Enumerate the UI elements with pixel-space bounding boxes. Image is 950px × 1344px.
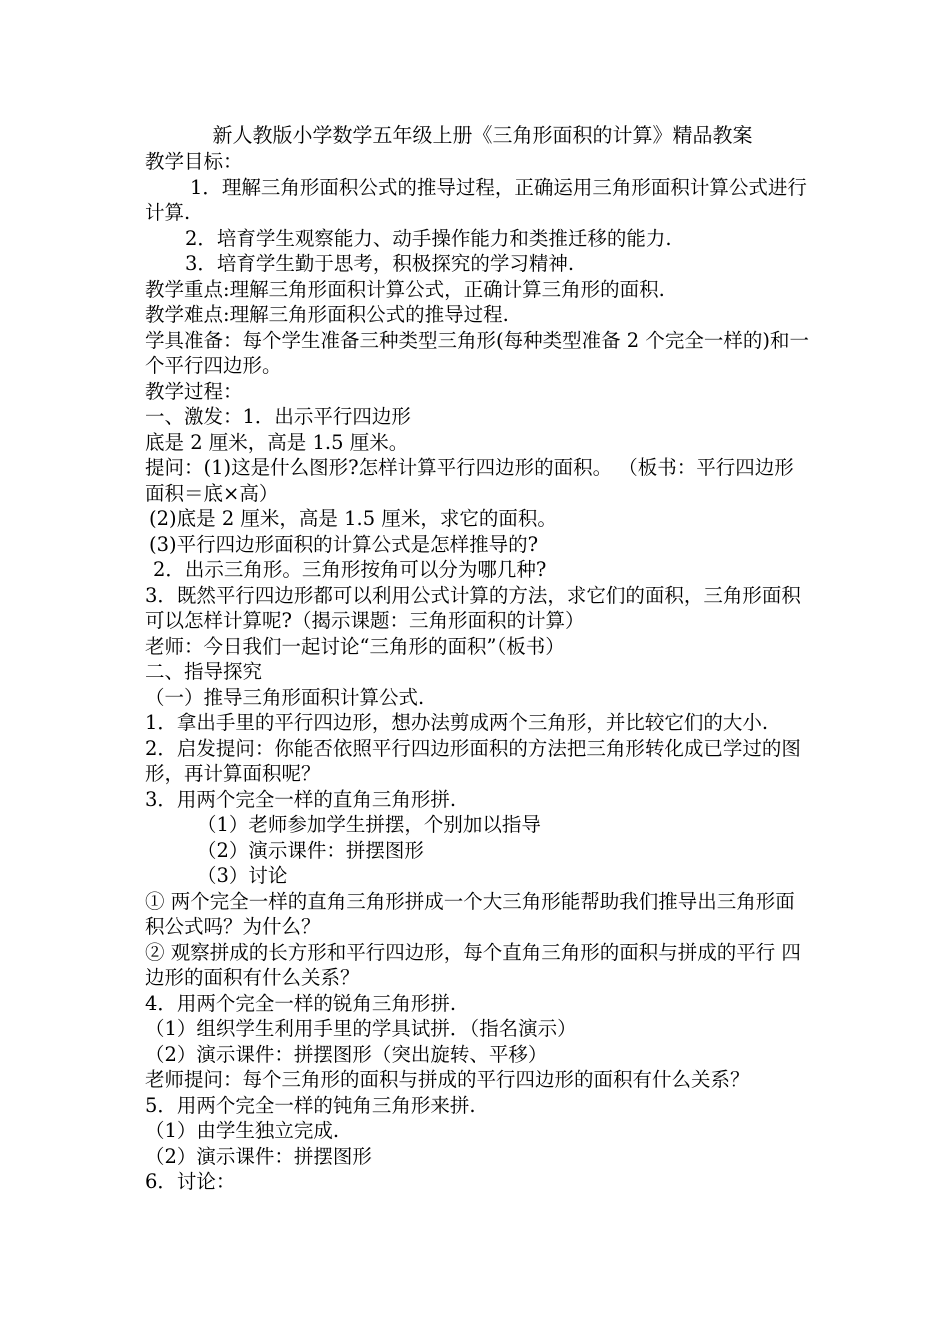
paragraph: ① 两个完全一样的直角三角形拼成一个大三角形能帮助我们推导出三角形面积公式吗？为什么？: [145, 889, 795, 938]
document-body: [145, 121, 810, 1195]
paragraph: 老师：今日我们一起讨论“三角形的面积”（板书）: [145, 634, 565, 658]
paragraph: （3）讨论: [197, 864, 288, 887]
paragraph: 3．培育学生勤于思考，积极探究的学习精神.: [185, 252, 575, 275]
paragraph: 二、指导探究: [145, 660, 263, 683]
paragraph: （1）由学生独立完成.: [145, 1119, 340, 1142]
paragraph-list: [145, 149, 810, 1195]
paragraph: （1）老师参加学生拼摆，个别加以指导: [197, 813, 541, 836]
paragraph: 老师提问：每个三角形的面积与拼成的平行四边形的面积有什么关系？: [145, 1068, 750, 1091]
paragraph: 教学过程：: [145, 379, 243, 403]
paragraph: 2．出示三角形。三角形按角可以分为哪几种?: [153, 558, 547, 581]
paragraph: 3．既然平行四边形都可以利用公式计算的方法，求它们的面积，三角形面积可以怎样计算呢?（揭示课题：三角形面积的计算）: [145, 583, 801, 632]
paragraph: （2）演示课件：拼摆图形: [197, 838, 424, 862]
paragraph: 一、激发：1．出示平行四边形: [145, 405, 411, 428]
paragraph: （2）演示课件：拼摆图形: [145, 1144, 372, 1168]
paragraph: 5．用两个完全一样的钝角三角形来拼.: [145, 1093, 476, 1117]
paragraph: 4．用两个完全一样的锐角三角形拼.: [145, 991, 457, 1015]
paragraph: 提问：(1)这是什么图形?怎样计算平行四边形的面积。 （板书：平行四边形面积＝底×高）: [145, 456, 794, 505]
paragraph: (3)平行四边形面积的计算公式是怎样推导的?: [149, 532, 539, 556]
paragraph: 教学目标：: [145, 150, 243, 173]
paragraph: 学具准备：每个学生准备三种类型三角形(每种类型准备 2 个完全一样的)和一个平行四边形。: [145, 328, 810, 377]
paragraph: 3．用两个完全一样的直角三角形拼.: [145, 787, 457, 811]
paragraph: 2．培育学生观察能力、动手操作能力和类推迁移的能力.: [185, 226, 672, 250]
document-title: 新人教版小学数学五年级上册《三角形面积的计算》精品教案: [212, 123, 753, 147]
paragraph: (2)底是 2 厘米，高是 1.5 厘米，求它的面积。: [149, 507, 557, 530]
paragraph: 2．启发提问：你能否依照平行四边形面积的方法把三角形转化成已学过的图形，再计算面积呢？: [145, 736, 801, 785]
paragraph: （2）演示课件：拼摆图形（突出旋转、平移）: [145, 1042, 548, 1066]
paragraph: ② 观察拼成的长方形和平行四边形，每个直角三角形的面积与拼成的平行 四边形的面积有什么关系？: [145, 940, 801, 989]
paragraph: 1．拿出手里的平行四边形，想办法剪成两个三角形，并比较它们的大小.: [145, 711, 769, 734]
paragraph: 教学重点:理解三角形面积计算公式，正确计算三角形的面积.: [145, 277, 665, 301]
paragraph: 1．理解三角形面积公式的推导过程，正确运用三角形面积计算公式进行计算.: [145, 175, 807, 224]
paragraph: （1）组织学生利用手里的学具试拼．（指名演示）: [145, 1017, 577, 1040]
paragraph: （一）推导三角形面积计算公式.: [145, 685, 425, 709]
paragraph: 教学难点:理解三角形面积公式的推导过程.: [145, 303, 509, 326]
paragraph: 6．讨论：: [145, 1170, 236, 1193]
paragraph: 底是 2 厘米，高是 1.5 厘米。: [145, 430, 409, 454]
